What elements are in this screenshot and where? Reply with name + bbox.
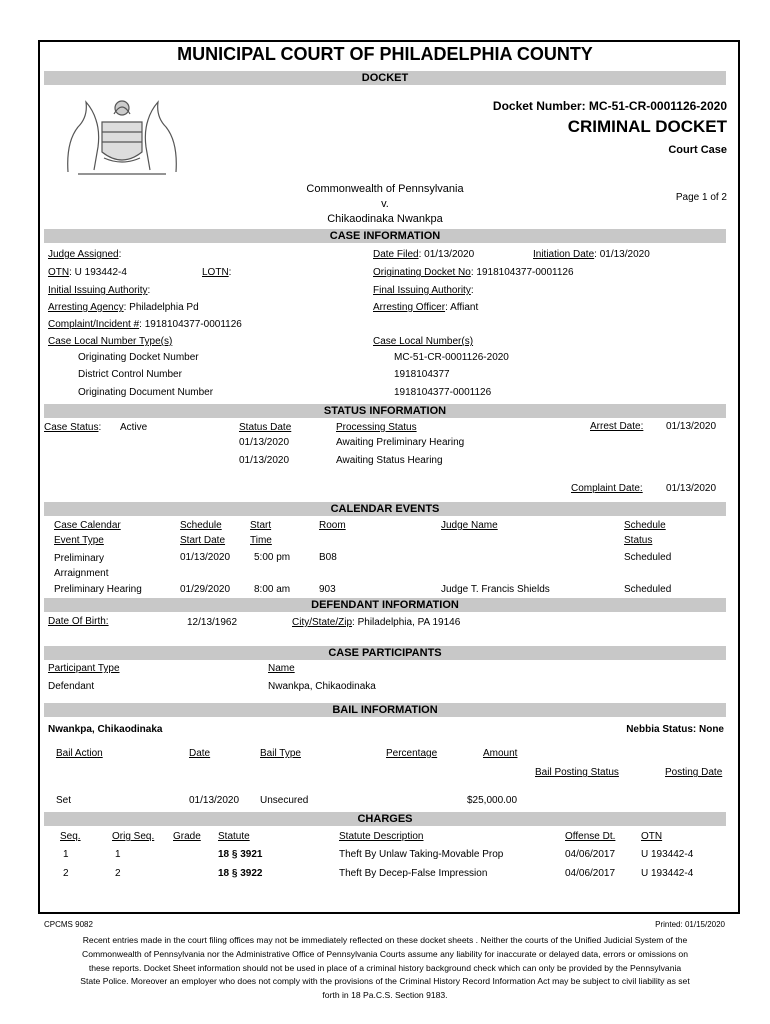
event-time: 5:00 pm bbox=[254, 552, 291, 563]
dob-label: Date Of Birth: bbox=[48, 616, 109, 627]
case-status-value: Active bbox=[120, 422, 148, 433]
lotn-label: LOTN bbox=[202, 267, 229, 278]
charge-offense-date: 04/06/2017 bbox=[565, 868, 616, 879]
bail-type-header: Bail Type bbox=[260, 748, 301, 759]
judge-label: Judge Assigned bbox=[48, 249, 119, 260]
event-judge: Judge T. Francis Shields bbox=[441, 584, 550, 595]
participant-name-header: Name bbox=[268, 663, 295, 674]
charge-otn-header: OTN bbox=[641, 831, 663, 842]
charge-otn: U 193442-4 bbox=[641, 868, 694, 879]
status-date: 01/13/2020 bbox=[239, 455, 290, 466]
statute-header: Statute bbox=[218, 831, 250, 842]
case-kind: Court Case bbox=[668, 144, 727, 156]
court-title: MUNICIPAL COURT OF PHILADELPHIA COUNTY bbox=[177, 44, 593, 64]
complaint-incident-value: : 1918104377-0001126 bbox=[139, 319, 242, 330]
participant-type-header: Participant Type bbox=[48, 663, 120, 674]
bail-type: Unsecured bbox=[260, 795, 309, 806]
event-status: Scheduled bbox=[624, 552, 672, 563]
statute-description-header: Statute Description bbox=[339, 831, 424, 842]
arresting-agency-label: Arresting Agency bbox=[48, 302, 124, 313]
bail-amount: $25,000.00 bbox=[467, 795, 518, 806]
dob-value: 12/13/1962 bbox=[187, 617, 238, 628]
case-information-band: CASE INFORMATION bbox=[44, 229, 726, 243]
bail-posting-status-header: Bail Posting Status bbox=[535, 767, 619, 778]
charges-band: CHARGES bbox=[44, 812, 726, 826]
city-state-zip-value: : Philadelphia, PA 19146 bbox=[352, 617, 461, 628]
status-date: 01/13/2020 bbox=[239, 437, 290, 448]
initial-authority-label: Initial Issuing Authority bbox=[48, 285, 148, 296]
schedule-status-header: Status bbox=[624, 535, 653, 546]
nebbia-status: Nebbia Status: None bbox=[626, 724, 724, 735]
start-date-header: Start Date bbox=[180, 535, 226, 546]
otn-label: OTN bbox=[48, 267, 70, 278]
local-number: 1918104377-0001126 bbox=[394, 387, 492, 398]
processing-status-header: Processing Status bbox=[336, 422, 417, 433]
docket-band: DOCKET bbox=[44, 71, 726, 85]
date-filed-label: Date Filed bbox=[373, 249, 419, 260]
form-number: CPCMS 9082 bbox=[44, 920, 93, 929]
event-type-header: Case Calendar bbox=[54, 520, 121, 531]
status-information-band: STATUS INFORMATION bbox=[44, 404, 726, 418]
posting-date-header: Posting Date bbox=[665, 767, 723, 778]
case-participants-band: CASE PARTICIPANTS bbox=[44, 646, 726, 660]
judge-value: : bbox=[118, 249, 122, 260]
start-time-header: Time bbox=[250, 535, 272, 546]
charge-orig-seq: 1 bbox=[115, 849, 121, 860]
bail-amount-header: Amount bbox=[483, 748, 518, 759]
charge-statute: 18 § 3921 bbox=[218, 849, 263, 860]
arresting-officer-value: : Affiant bbox=[445, 302, 479, 313]
start-time-header: Start bbox=[250, 520, 272, 531]
charge-description: Theft By Unlaw Taking-Movable Prop bbox=[339, 849, 504, 860]
bail-action-header: Bail Action bbox=[56, 748, 103, 759]
charge-description: Theft By Decep-False Impression bbox=[339, 868, 488, 879]
arrest-date-label: Arrest Date: bbox=[590, 421, 644, 432]
grade-header: Grade bbox=[173, 831, 201, 842]
arrest-date-value: 01/13/2020 bbox=[666, 421, 717, 432]
arresting-officer-label: Arresting Officer bbox=[373, 302, 446, 313]
local-type: Originating Document Number bbox=[78, 387, 214, 398]
bail-defendant-name: Nwankpa, Chikaodinaka bbox=[48, 724, 163, 735]
initiation-date-value: : 01/13/2020 bbox=[594, 249, 650, 260]
participant-name: Nwankpa, Chikaodinaka bbox=[268, 681, 376, 692]
local-number: 1918104377 bbox=[394, 369, 450, 380]
bail-percentage-header: Percentage bbox=[386, 748, 438, 759]
printed-date: Printed: 01/15/2020 bbox=[655, 920, 725, 929]
versus: v. bbox=[381, 198, 389, 210]
event-date: 01/29/2020 bbox=[180, 584, 231, 595]
final-authority-value: : bbox=[470, 285, 474, 296]
docket-number: Docket Number: MC-51-CR-0001126-2020 bbox=[492, 99, 727, 113]
event-room: B08 bbox=[319, 552, 337, 563]
complaint-date-label: Complaint Date: bbox=[571, 483, 643, 494]
start-date-header: Schedule bbox=[180, 520, 222, 531]
lotn-value: : bbox=[228, 267, 232, 278]
status-date-header: Status Date bbox=[239, 422, 292, 433]
city-state-zip-label: City/State/Zip bbox=[292, 617, 353, 628]
defendant-information-band: DEFENDANT INFORMATION bbox=[44, 598, 726, 612]
bail-date: 01/13/2020 bbox=[189, 795, 240, 806]
initiation-date-label: Initiation Date bbox=[533, 249, 595, 260]
charge-orig-seq: 2 bbox=[115, 868, 121, 879]
event-type: Arraignment bbox=[54, 568, 109, 579]
calendar-events-band: CALENDAR EVENTS bbox=[44, 502, 726, 516]
party-plaintiff: Commonwealth of Pennsylvania bbox=[306, 183, 464, 195]
complaint-date-value: 01/13/2020 bbox=[666, 483, 717, 494]
judge-name-header: Judge Name bbox=[441, 520, 498, 531]
initial-authority-value: : bbox=[147, 285, 151, 296]
charge-seq: 2 bbox=[63, 868, 69, 879]
event-time: 8:00 am bbox=[254, 584, 291, 595]
event-status: Scheduled bbox=[624, 584, 672, 595]
processing-status: Awaiting Preliminary Hearing bbox=[336, 437, 465, 448]
complaint-incident-label: Complaint/Incident # bbox=[48, 319, 140, 330]
case-status-colon: : bbox=[98, 422, 102, 433]
seq-header: Seq. bbox=[60, 831, 81, 842]
party-defendant: Chikaodinaka Nwankpa bbox=[327, 213, 443, 225]
charge-seq: 1 bbox=[63, 849, 69, 860]
case-local-number-label: Case Local Number(s) bbox=[373, 336, 474, 347]
arresting-agency-value: : Philadelphia Pd bbox=[123, 302, 199, 313]
case-local-type-label: Case Local Number Type(s) bbox=[48, 336, 173, 347]
case-status-label: Case Status bbox=[44, 422, 99, 433]
bail-action: Set bbox=[56, 795, 72, 806]
local-type: Originating Docket Number bbox=[78, 352, 199, 363]
offense-date-header: Offense Dt. bbox=[565, 831, 616, 842]
originating-docket-value: : 1918104377-0001126 bbox=[470, 267, 574, 278]
processing-status: Awaiting Status Hearing bbox=[336, 455, 443, 466]
charge-otn: U 193442-4 bbox=[641, 849, 694, 860]
schedule-status-header: Schedule bbox=[624, 520, 666, 531]
event-type: Preliminary bbox=[54, 553, 105, 564]
event-room: 903 bbox=[319, 584, 336, 595]
charge-offense-date: 04/06/2017 bbox=[565, 849, 616, 860]
local-number: MC-51-CR-0001126-2020 bbox=[394, 352, 509, 363]
date-filed-value: : 01/13/2020 bbox=[418, 249, 475, 260]
final-authority-label: Final Issuing Authority bbox=[373, 285, 471, 296]
participant-type: Defendant bbox=[48, 681, 95, 692]
otn-value: : U 193442-4 bbox=[69, 267, 127, 278]
docket-type: CRIMINAL DOCKET bbox=[567, 117, 727, 136]
bail-date-header: Date bbox=[189, 748, 211, 759]
page-indicator: Page 1 of 2 bbox=[675, 192, 727, 203]
originating-docket-label: Originating Docket No bbox=[373, 267, 471, 278]
pennsylvania-seal-icon bbox=[58, 92, 186, 178]
disclaimer: Recent entries made in the court filing offices may not be immediately reflected on these docket sheets . Neither the courts of the Unified Judicial System of the Commonwealth of Pennsylvania nor the Administrative Office of Pennsylvania Courts assume any liability for inaccurate or delayed data, errors or omissions on these reports. Docket Sheet information should not be used in place of a criminal history background check which can only be provided by the Pennsylvania State Police. Moreover an employer who does not comply with the provisions of the Criminal History Record Information Act may be subject to civil liability as set forth in 18 Pa.C.S. Section 9183. bbox=[80, 935, 690, 1001]
local-type: District Control Number bbox=[78, 369, 182, 380]
event-type: Preliminary Hearing bbox=[54, 584, 142, 595]
event-type-header: Event Type bbox=[54, 535, 104, 546]
orig-seq-header: Orig Seq. bbox=[112, 831, 155, 842]
event-date: 01/13/2020 bbox=[180, 552, 231, 563]
bail-information-band: BAIL INFORMATION bbox=[44, 703, 726, 717]
room-header: Room bbox=[319, 520, 346, 531]
charge-statute: 18 § 3922 bbox=[218, 868, 263, 879]
